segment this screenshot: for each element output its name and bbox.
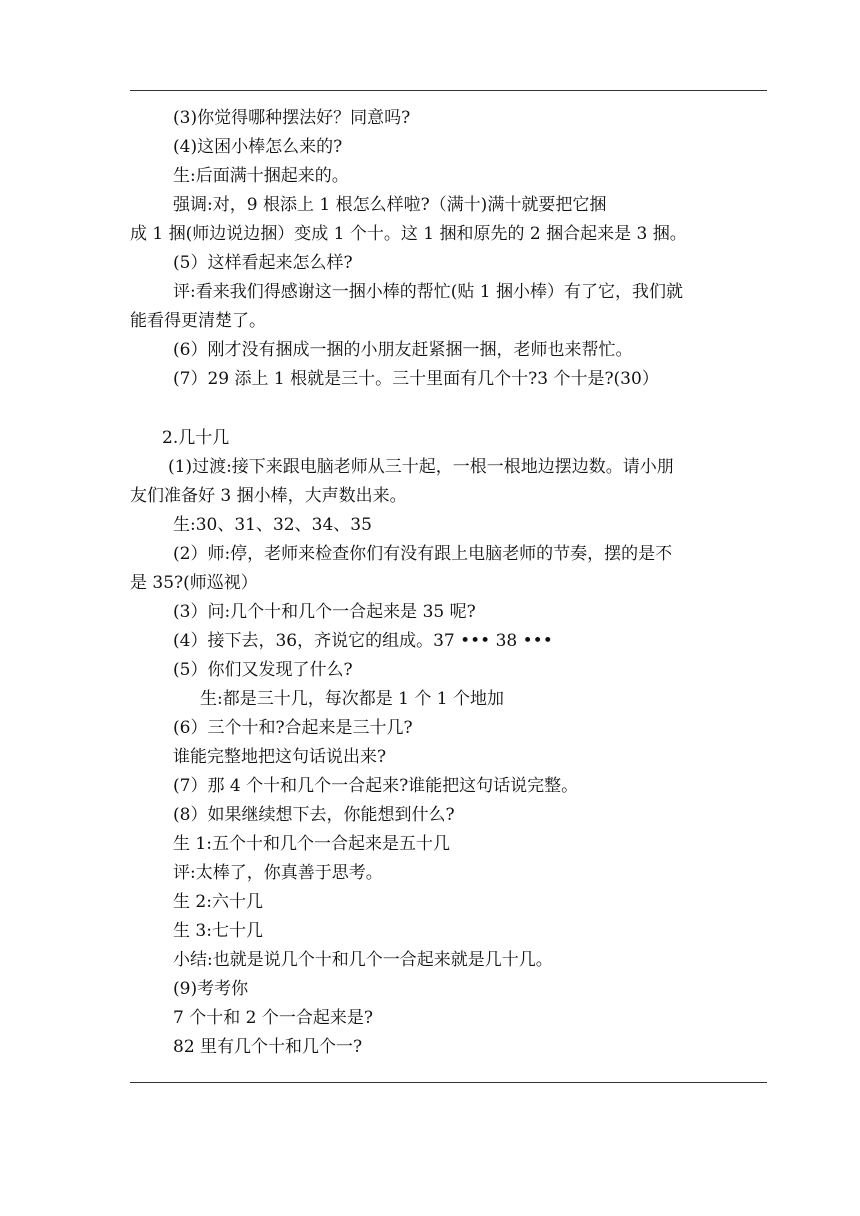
paragraph-line: 是 35?(师巡视） bbox=[130, 573, 258, 593]
header-rule bbox=[130, 90, 767, 91]
paragraph-line: 评:看来我们得感谢这一捆小棒的帮忙(贴 1 捆小棒）有了它，我们就 bbox=[173, 282, 683, 302]
paragraph-line: 生:后面满十捆起来的。 bbox=[173, 166, 349, 186]
paragraph-line: (3)你觉得哪种摆法好？同意吗? bbox=[173, 108, 411, 128]
paragraph-line: (6）三个十和?合起来是三十几? bbox=[173, 718, 413, 738]
paragraph-line: (5）你们又发现了什么? bbox=[173, 660, 353, 680]
paragraph-line: 7 个十和 2 个一合起来是? bbox=[173, 1008, 373, 1028]
footer-rule bbox=[130, 1082, 767, 1083]
paragraph-line: (4)这困小棒怎么来的? bbox=[173, 137, 343, 157]
paragraph-line: (2）师:停，老师来检查你们有没有跟上电脑老师的节奏，摆的是不 bbox=[173, 544, 673, 564]
paragraph-line: 生 3:七十几 bbox=[173, 921, 263, 941]
paragraph-line: (9)考考你 bbox=[173, 979, 249, 999]
paragraph-line: 友们准备好 3 捆小棒，大声数出来。 bbox=[130, 486, 407, 506]
paragraph-line: 生 1:五个十和几个一合起来是五十几 bbox=[173, 834, 450, 854]
paragraph-line: 生:30、31、32、34、35 bbox=[173, 515, 372, 535]
paragraph-line: (8）如果继续想下去，你能想到什么? bbox=[173, 805, 455, 825]
paragraph-line: (7）那 4 个十和几个一合起来?谁能把这句话说完整。 bbox=[173, 776, 579, 796]
paragraph-line: 强调:对，9 根添上 1 根怎么样啦?（满十)满十就要把它捆 bbox=[173, 195, 607, 215]
paragraph-line: (4）接下去，36，齐说它的组成。37 ••• 38 ••• bbox=[173, 631, 553, 651]
paragraph-line: 评:太棒了，你真善于思考。 bbox=[173, 863, 383, 883]
paragraph-line: 82 里有几个十和几个一? bbox=[173, 1037, 363, 1057]
paragraph-line: (1)过渡:接下来跟电脑老师从三十起，一根一根地边摆边数。请小朋 bbox=[168, 457, 674, 477]
paragraph-line: (3）问:几个十和几个一合起来是 35 呢? bbox=[173, 602, 476, 622]
paragraph-line: 能看得更清楚了。 bbox=[130, 311, 266, 331]
paragraph-line: 生 2:六十几 bbox=[173, 892, 263, 912]
section-heading: 2.几十几 bbox=[162, 428, 230, 448]
paragraph-line: (5）这样看起来怎么样? bbox=[173, 253, 353, 273]
paragraph-line: 生:都是三十几，每次都是 1 个 1 个地加 bbox=[200, 689, 504, 709]
paragraph-line: 谁能完整地把这句话说出来? bbox=[173, 747, 387, 767]
paragraph-line: (7）29 添上 1 根就是三十。三十里面有几个十?3 个十是?(30） bbox=[173, 369, 659, 389]
paragraph-line: 成 1 捆(师边说边捆）变成 1 个十。这 1 捆和原先的 2 捆合起来是 3 捆。 bbox=[130, 224, 687, 244]
paragraph-line: 小结:也就是说几个十和几个一合起来就是几十几。 bbox=[173, 950, 553, 970]
paragraph-line: (6）刚才没有捆成一捆的小朋友赶紧捆一捆，老师也来帮忙。 bbox=[173, 340, 633, 360]
